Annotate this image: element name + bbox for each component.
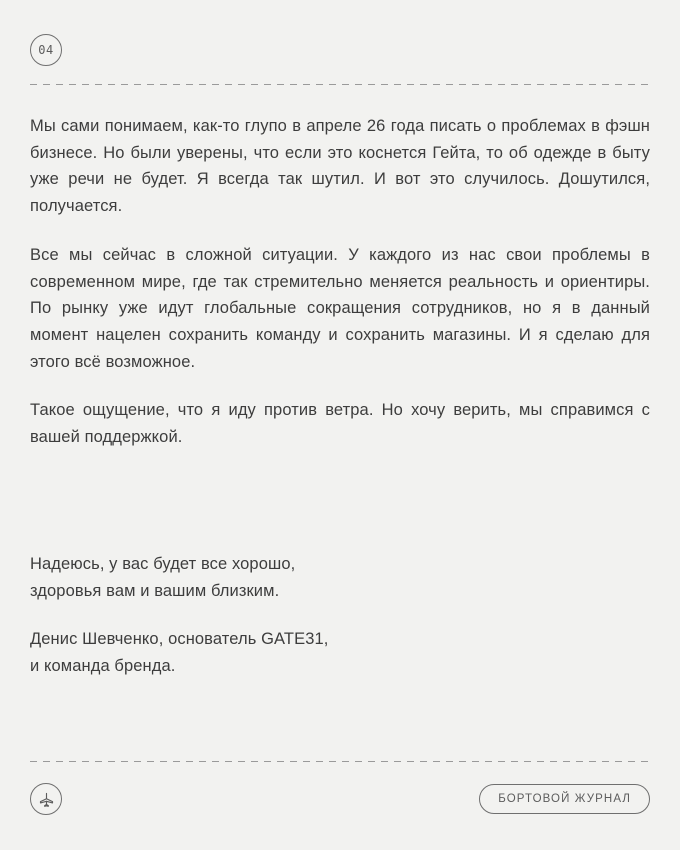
body-spacer xyxy=(30,473,650,551)
footer-row xyxy=(30,776,650,822)
closing-wishes: Надеюсь, у вас будет все хорошо, здоровья вам и вашим близким. xyxy=(30,554,296,600)
page-number-badge: 04 xyxy=(30,34,62,66)
page-header xyxy=(30,28,650,72)
divider-bottom xyxy=(30,761,650,762)
document-footer xyxy=(30,749,650,850)
airplane-icon xyxy=(30,783,62,815)
paragraph-2: Все мы сейчас в сложной ситуации. У каждого из нас свои проблемы в современном мире, где так стремительно меняется реальность и ориентиры. По рынку уже идут глобальные сокращения сотрудников, но я в данный момент нацелен сохранить команду и сохранить магазины. И я сделаю для этого всё возможное. xyxy=(30,245,650,371)
document-body xyxy=(30,85,650,749)
logbook-badge[interactable]: БОРТОВОЙ ЖУРНАЛ xyxy=(479,784,650,814)
signature-block: Денис Шевченко, основатель GATE31, и команда бренда. xyxy=(30,630,329,676)
paragraph-1: Мы сами понимаем, как-то глупо в апреле 26 года писать о проблемах в фэшн бизнесе. Но были уверены, что если это коснется Гейта, то об одежде в быту уже речи не будет. Я всегда так шутил. И вот это случилось. Дошутился, получается. xyxy=(30,117,650,216)
paragraph-3: Такое ощущение, что я иду против ветра. Но хочу верить, мы справимся с вашей поддержкой. xyxy=(30,401,650,447)
